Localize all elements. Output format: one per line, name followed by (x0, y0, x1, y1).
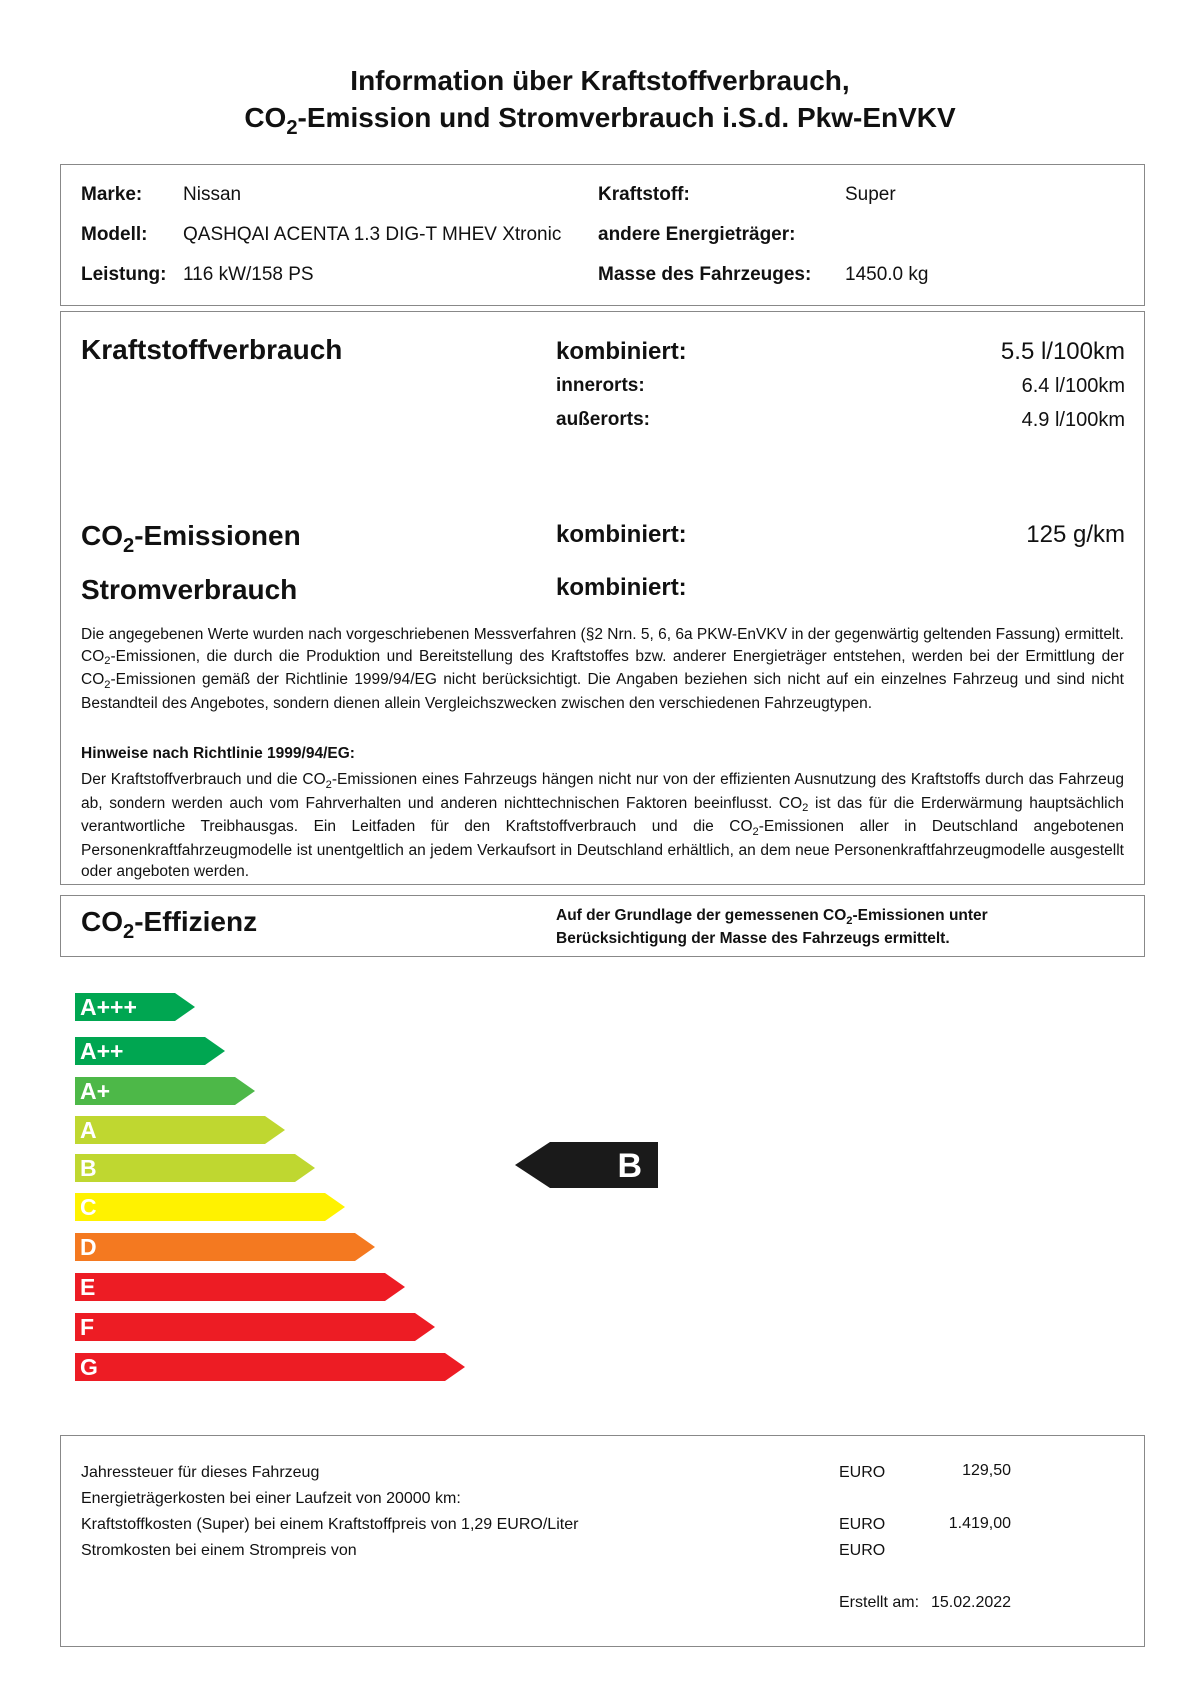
power-heading: Stromverbrauch (81, 574, 298, 605)
emissions-kombiniert-value: 125 g/km (1026, 521, 1125, 548)
efficiency-class-label: A+++ (80, 994, 137, 1020)
tax-value: 129,50 (962, 1462, 1011, 1479)
leistung-label: Leistung: (81, 264, 167, 285)
efficiency-scale (0, 985, 760, 1395)
marke-label: Marke: (81, 184, 143, 205)
rating-label: B (617, 1147, 642, 1185)
efficiency-class-bar (75, 1116, 285, 1144)
consumption-innerorts-value: 6.4 l/100km (1021, 375, 1125, 397)
consumption-innerorts-label: innerorts: (556, 375, 645, 396)
hinweis-paragraph: Der Kraftstoffverbrauch und die $CO_2$-Emissionen eines Fahrzeugs hängen nicht nur von der effizienten Ausnutzung des Kraftstoffs durch das Fahrzeug ab, sondern werden auch vom Fahrverhalten und anderen nichttechnischen Faktoren beeinflusst. $CO_2$ ist das für die Erderwärmung hauptsächlich verantwortliche Treibhausgas. Ein Leitfaden für den Kraftstoffverbrauch und die $CO_2$-Emissionen aller in Deutschland angebotenen Personenkraftfahrzeugmodelle ist unentgeltlich an jedem Verkaufsort in Deutschland erhältlich, an dem neue Personenkraftfahrzeugmodelle ausgestellt oder angeboten werden. (81, 771, 1124, 880)
page-title (0, 62, 1200, 140)
costs-box (60, 1435, 1145, 1647)
modell-label: Modell: (81, 224, 148, 245)
vehicle-info-box (60, 164, 1145, 306)
tax-label: Jahressteuer für dieses Fahrzeug (81, 1464, 320, 1481)
title-line-1: Information über Kraftstoffverbrauch, (350, 65, 850, 96)
efficiency-class-label: F (80, 1314, 95, 1340)
efficiency-box (60, 895, 1145, 957)
consumption-heading: Kraftstoffverbrauch (81, 334, 343, 365)
power-kombiniert-label: kombiniert: (556, 574, 687, 601)
marke-value: Nissan (183, 184, 242, 205)
kraftstoff-label: Kraftstoff: (598, 184, 690, 205)
efficiency-class-bar (75, 1313, 435, 1341)
fuel-cost-label: Kraftstoffkosten (Super) bei einem Kraftstoffpreis von 1,29 EURO/Liter (81, 1516, 579, 1533)
created-label: Erstellt am: (839, 1594, 920, 1611)
efficiency-class-label: A (80, 1117, 97, 1143)
masse-label: Masse des Fahrzeuges: (598, 264, 812, 285)
efficiency-class-bar (75, 1193, 345, 1221)
efficiency-class-bar (75, 1154, 315, 1182)
efficiency-class-label: D (80, 1234, 97, 1260)
efficiency-class-bar (75, 1273, 405, 1301)
efficiency-heading: $CO_2$-Effizienz (81, 906, 258, 944)
emissions-heading: $CO_2$-Emissionen (81, 520, 301, 558)
consumption-kombiniert-value: 5.5 l/100km (1000, 338, 1125, 365)
consumption-ausserorts-label: außerorts: (556, 409, 650, 430)
consumption-ausserorts-value: 4.9 l/100km (1021, 409, 1125, 431)
title-line-2: $CO_2$-Emission und Stromverbrauch i.S.d. Pkw-EnVKV (244, 102, 956, 140)
emissions-kombiniert-label: kombiniert: (556, 521, 687, 548)
efficiency-class-label: G (80, 1354, 98, 1380)
consumption-box (60, 311, 1145, 885)
consumption-kombiniert-label: kombiniert: (556, 338, 687, 365)
fuel-cost-value: 1.419,00 (948, 1515, 1011, 1532)
kraftstoff-value: Super (845, 184, 896, 205)
efficiency-class-label: C (80, 1194, 97, 1220)
modell-value: QASHQAI ACENTA 1.3 DIG-T MHEV Xtronic (183, 224, 562, 245)
disclaimer-paragraph: Die angegebenen Werte wurden nach vorgeschriebenen Messverfahren (§2 Nrn. 5, 6, 6a PKW-EnVKV in der gegenwärtig geltenden Fassung) ermittelt. $CO_2$-Emissionen, die durch die Produktion und Bereitstellung des Kraftstoffes bzw. anderer Energieträger entstehen, werden bei der Ermittlung der $CO_2$-Emissionen gemäß der Richtlinie 1999/94/EG nicht berücksichtigt. Die Angaben beziehen sich nicht auf ein einzelnes Fahrzeug und sind nicht Bestandteil des Angebotes, sondern dienen allein Vergleichszwecken zwischen den verschiedenen Fahrzeugtypen. (81, 626, 1124, 712)
efficiency-class-label: B (80, 1155, 97, 1181)
efficiency-note: Auf der Grundlage der gemessenen $CO_2$-Emissionen unter Berücksichtigung der Masse des Fahrzeugs ermittelt. (556, 907, 988, 947)
efficiency-class-bar (75, 1233, 375, 1261)
energy-cost-label: Energieträgerkosten bei einer Laufzeit von 20000 km: (81, 1490, 461, 1507)
energietraeger-label: andere Energieträger: (598, 224, 796, 245)
created-value: 15.02.2022 (931, 1594, 1012, 1611)
efficiency-class-label: A+ (80, 1078, 111, 1104)
hinweis-heading: Hinweise nach Richtlinie 1999/94/EG: (81, 745, 355, 762)
power-cost-currency: EURO (839, 1542, 886, 1559)
power-cost-label: Stromkosten bei einem Strompreis von (81, 1542, 357, 1559)
efficiency-class-bar (75, 1353, 465, 1381)
masse-value: 1450.0 kg (845, 264, 929, 285)
fuel-cost-currency: EURO (839, 1516, 886, 1533)
tax-currency: EURO (839, 1464, 886, 1481)
leistung-value: 116 kW/158 PS (183, 264, 314, 285)
efficiency-class-label: E (80, 1274, 96, 1300)
efficiency-class-label: A++ (80, 1038, 124, 1064)
